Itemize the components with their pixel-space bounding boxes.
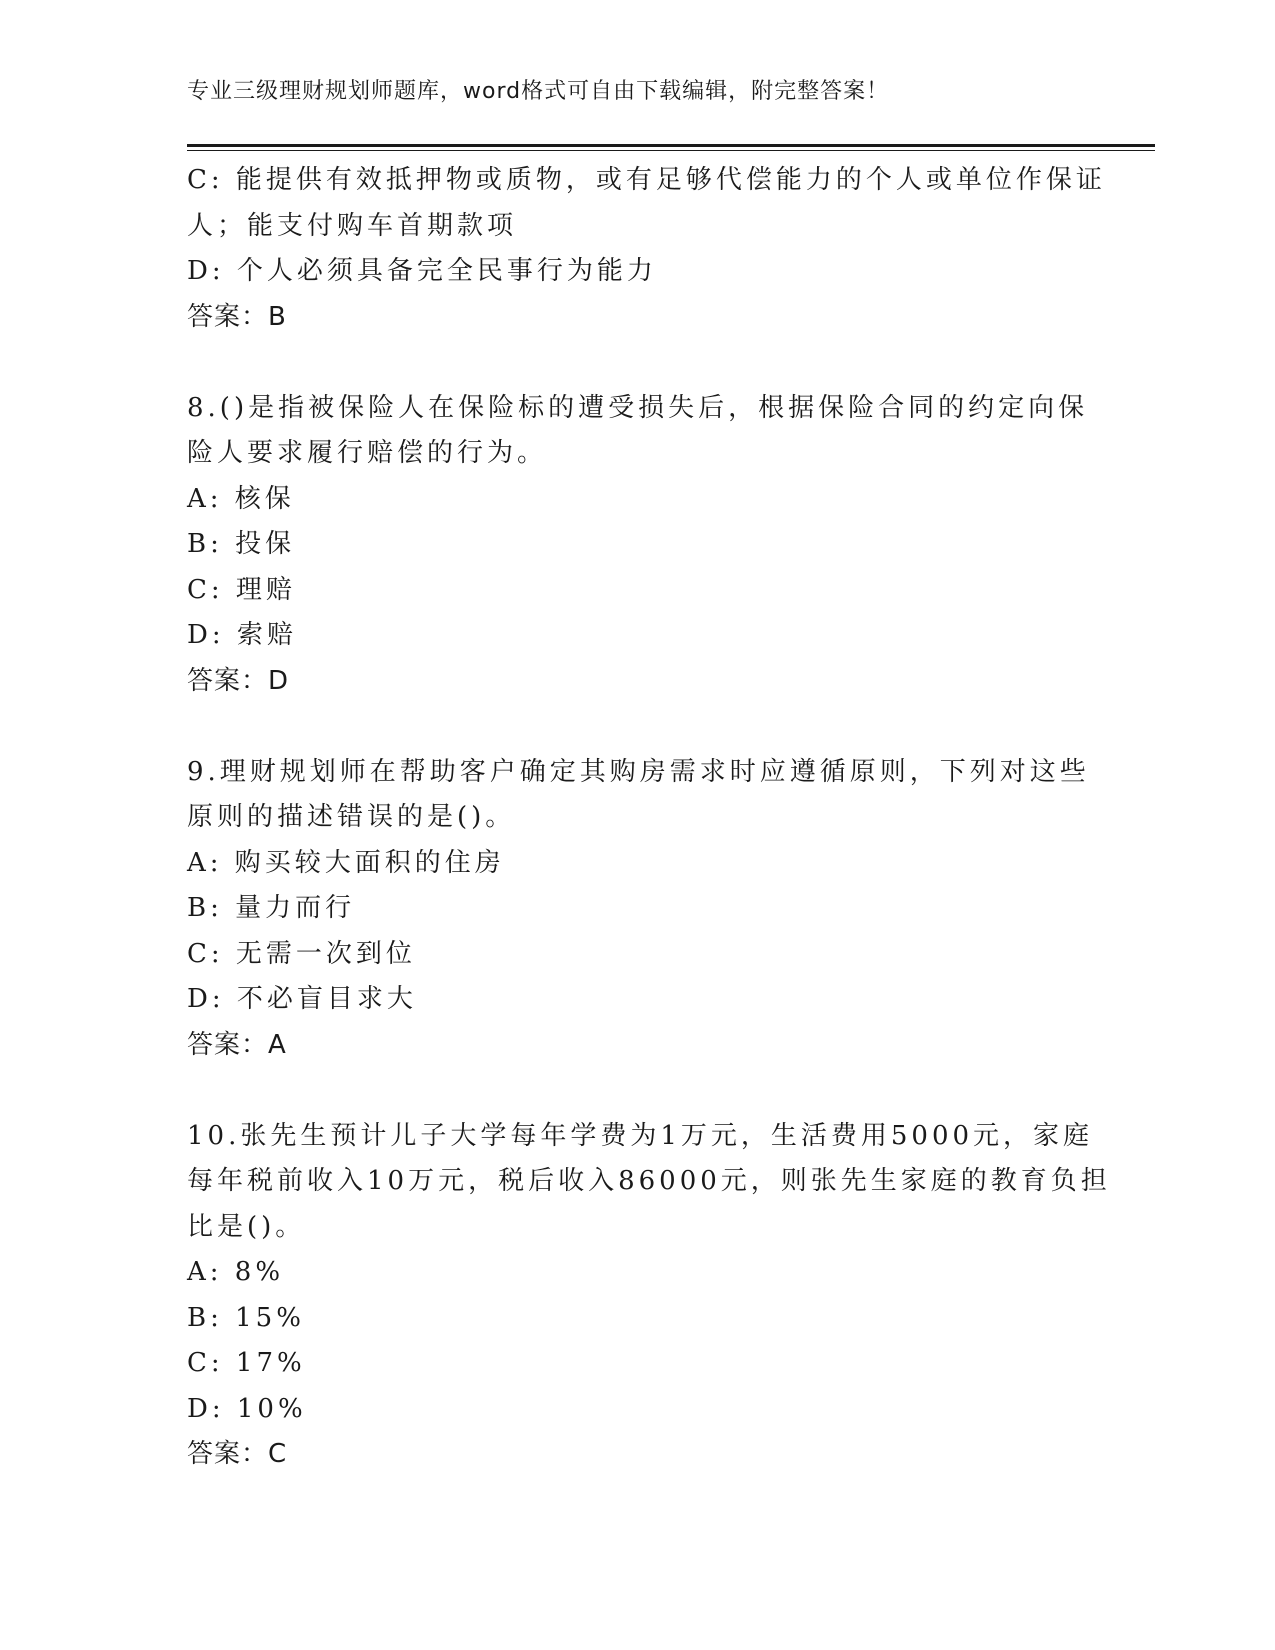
option-d: D: 10% [187,1393,307,1424]
option-d: D: 不必盲目求大 [187,984,417,1014]
option-d: D: 索赔 [187,620,297,650]
question-8 [187,386,1087,705]
option-a: A: 核保 [187,483,295,514]
header-rule-thick [187,144,1155,147]
option-b: B: 15% [187,1302,305,1333]
option-d: D: 个人必须具备完全民事行为能力 [187,256,657,286]
answer: 答案：A [187,1029,287,1060]
option-c: C: 17% [187,1348,306,1378]
question-9 [187,750,1090,1069]
question-text-line2: 险人要求履行赔偿的行为。 [187,438,548,468]
option-b: B: 量力而行 [187,893,356,923]
question-content [187,158,1111,1478]
question-text-line2: 每年税前收入10万元，税后收入86000元，则张先生家庭的教育负担 [187,1166,1111,1196]
question-text-line2: 原则的描述错误的是()。 [187,802,516,832]
answer: 答案：D [187,665,290,696]
option-c-line2: 人；能支付购车首期款项 [187,210,518,241]
question-10 [187,1114,1111,1478]
question-text-line1: 9.理财规划师在帮助客户确定其购房需求时应遵循原则，下列对这些 [187,756,1090,787]
question-text-line1: 8.()是指被保险人在保险标的遭受损失后，根据保险合同的约定向保 [187,392,1089,423]
answer: 答案：C [187,1439,288,1469]
prev-question [187,158,1106,340]
spacer [187,340,1087,386]
header-rule-thin [187,150,1155,151]
option-a: A: 8% [187,1257,285,1287]
option-c-line1: C: 能提供有效抵押物或质物，或有足够代偿能力的个人或单位作保证 [187,165,1106,195]
option-a: A: 购买较大面积的住房 [187,847,505,878]
answer: 答案：B [187,301,287,332]
question-text-line3: 比是()。 [187,1211,306,1242]
option-b: B: 投保 [187,529,296,559]
spacer [187,1068,1087,1114]
option-c: C: 无需一次到位 [187,938,416,969]
option-c: C: 理赔 [187,574,296,605]
question-text-line1: 10.张先生预计儿子大学每年学费为1万元，生活费用5000元，家庭 [187,1120,1094,1151]
page-header: 专业三级理财规划师题库，word格式可自由下载编辑，附完整答案！ [187,79,890,104]
spacer [187,704,1087,750]
